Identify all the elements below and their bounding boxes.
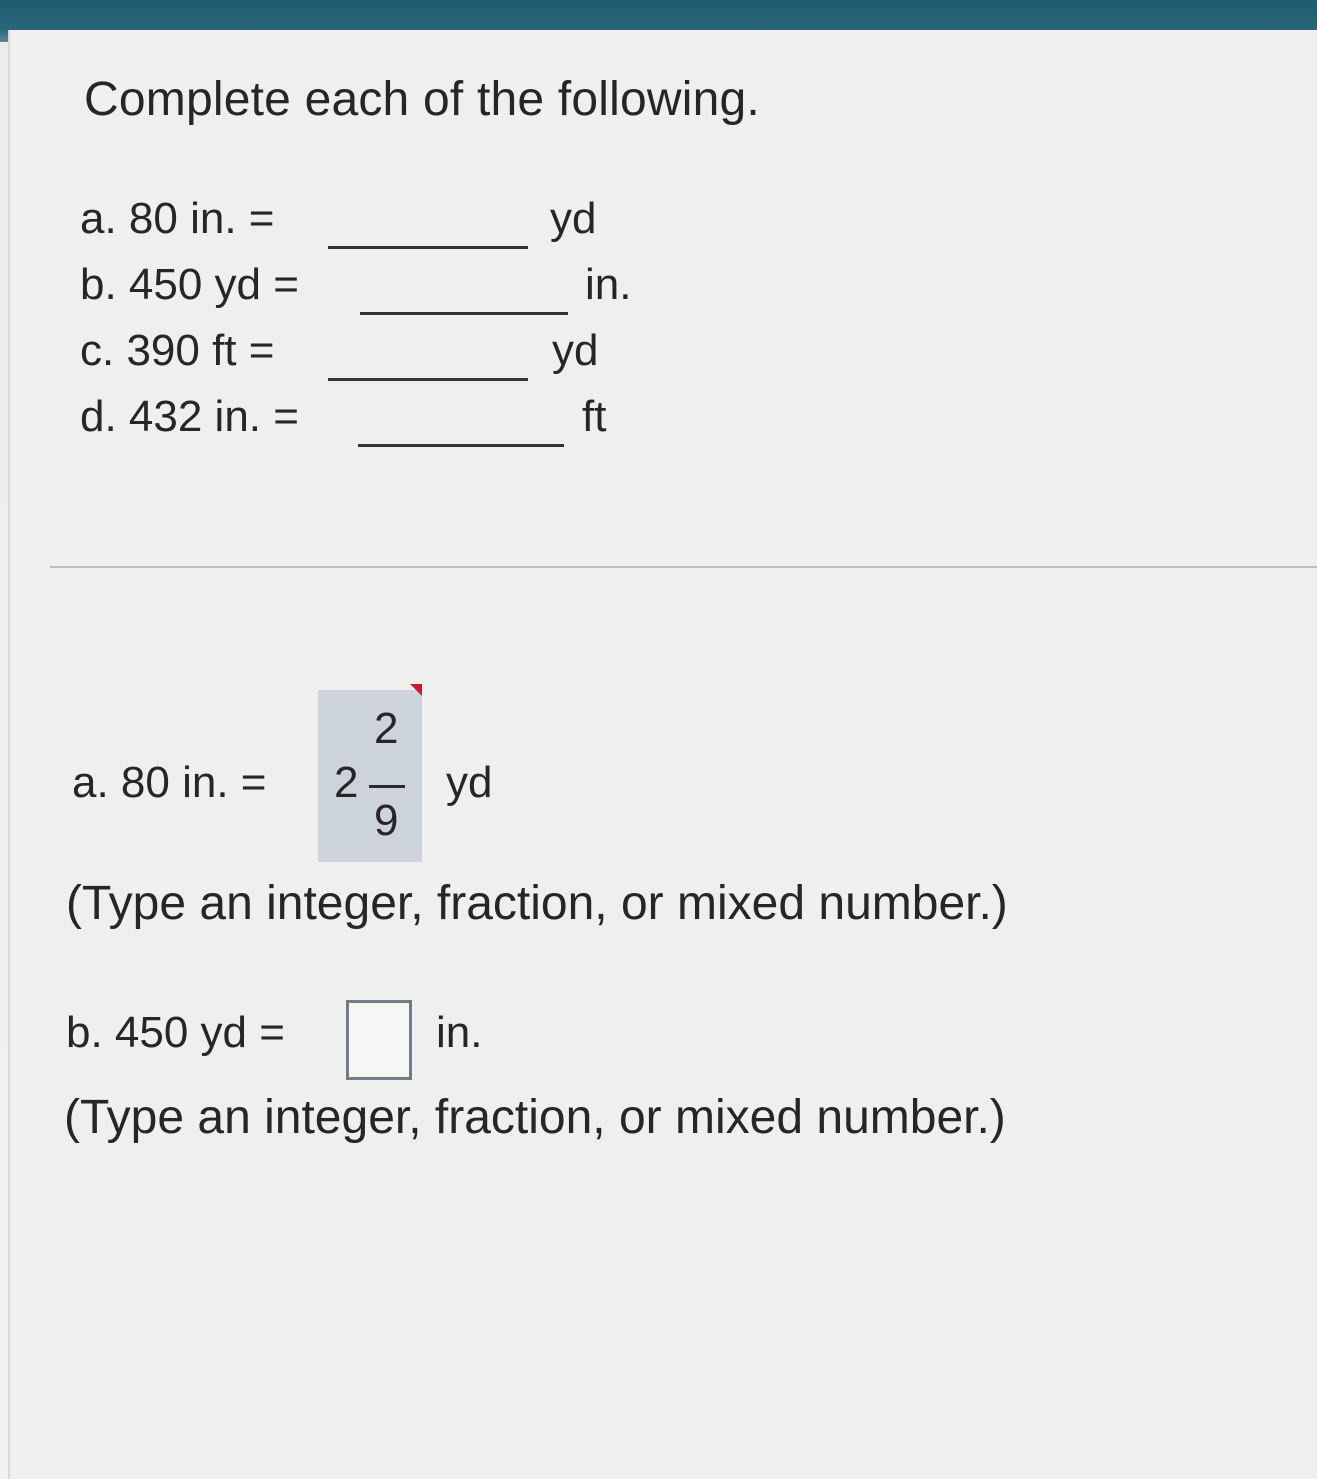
- problem-b: [80, 254, 720, 320]
- problem-d-blank: [358, 444, 564, 447]
- answer-a-whole-number: 2: [334, 758, 359, 807]
- answer-a-unit: yd: [446, 758, 493, 807]
- answer-a-row: [72, 690, 972, 865]
- answer-a-numerator: 2: [374, 704, 399, 753]
- problem-b-label: b. 450 yd =: [80, 260, 299, 309]
- answer-b-hint: (Type an integer, fraction, or mixed number.): [64, 1091, 1006, 1144]
- answer-b-unit: in.: [436, 1008, 483, 1057]
- answer-b-label: b. 450 yd =: [66, 1008, 285, 1057]
- problem-c-unit: yd: [552, 326, 599, 375]
- fraction-bar: [369, 785, 405, 788]
- incorrect-flag-icon: [410, 684, 422, 696]
- problem-c: [80, 320, 720, 386]
- problem-b-unit: in.: [585, 260, 632, 309]
- answer-a-denominator: 9: [374, 796, 399, 845]
- problem-c-blank: [328, 378, 528, 381]
- problem-c-label: c. 390 ft =: [80, 326, 275, 375]
- answer-a-hint: (Type an integer, fraction, or mixed number.): [66, 877, 1008, 930]
- problem-a-blank: [328, 246, 528, 249]
- problem-b-blank: [360, 312, 568, 315]
- section-divider: [50, 566, 1317, 568]
- answer-b-input[interactable]: [346, 1000, 412, 1080]
- problem-d: [80, 386, 720, 452]
- instruction-text: Complete each of the following.: [84, 73, 760, 126]
- answer-a-label: a. 80 in. =: [72, 758, 267, 807]
- problem-d-label: d. 432 in. =: [80, 392, 299, 441]
- problem-a-label: a. 80 in. =: [80, 194, 275, 243]
- problem-a: [80, 188, 720, 254]
- answer-b-row: [66, 1006, 766, 1086]
- problem-d-unit: ft: [582, 392, 607, 441]
- problem-a-unit: yd: [550, 194, 597, 243]
- problem-list: [80, 188, 720, 452]
